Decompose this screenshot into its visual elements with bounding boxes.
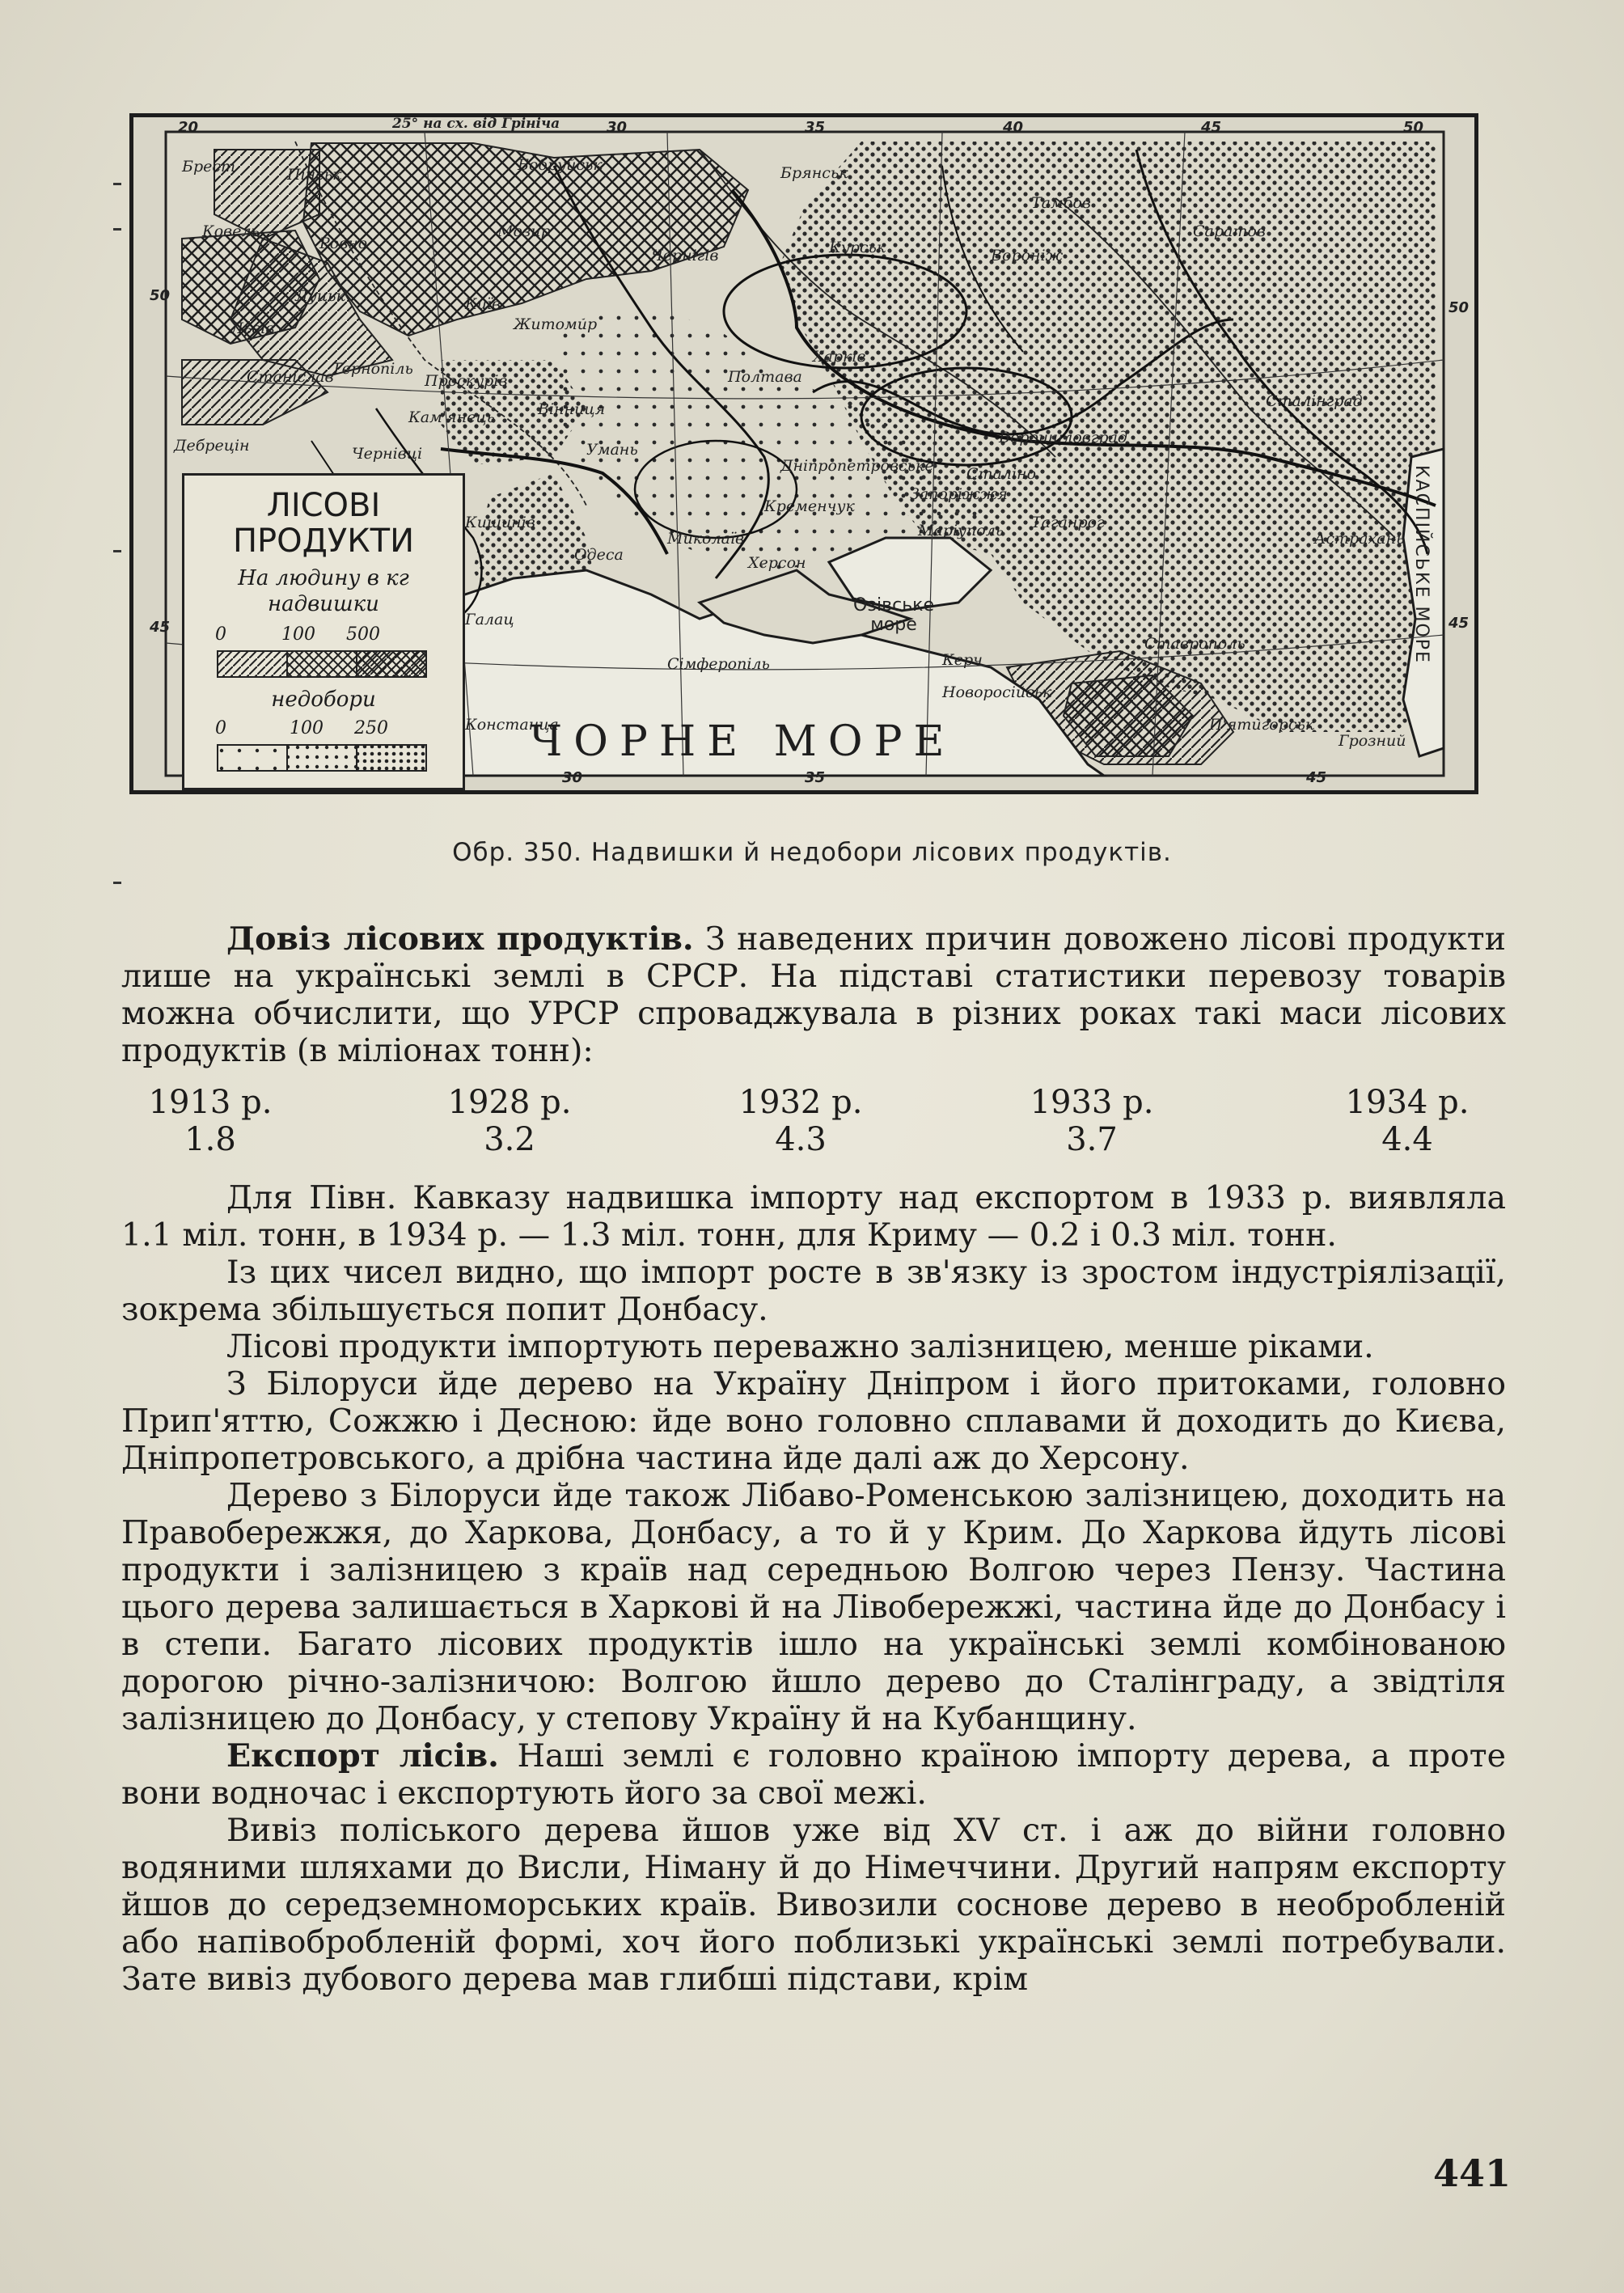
legend-title: ЛІСОВІ [266, 487, 381, 524]
legend-subtitle: На людину в кг [238, 566, 409, 590]
legend-scale-value: 100 [281, 624, 315, 645]
city-label: Львів [230, 319, 275, 337]
city-label: П'ятигорськ [1209, 716, 1315, 734]
paragraph-import [121, 920, 1506, 1069]
paragraph-text: Із цих чисел видно, що імпорт росте в зв'язку із зростом індустріялізації, зокрема збільшується попит Донбасу. [121, 1254, 1506, 1328]
degree-label: 35 [805, 769, 826, 786]
degree-label: 45 [1201, 119, 1222, 136]
legend-surplus-label: надвишки [268, 592, 379, 616]
city-label: Сталінград [1266, 392, 1363, 410]
degree-label: 35 [805, 119, 826, 136]
city-label: Сталіно [966, 465, 1037, 483]
black-sea-label: ЧОРНЕ МОРЕ [530, 717, 956, 766]
legend-scale-value: 100 [290, 718, 324, 738]
city-label: Новоросійськ [942, 683, 1052, 701]
city-label: Ровно [319, 235, 368, 252]
paragraph-text: Дерево з Білоруси йде також Лібаво-Роменською залізницею, доходить на Правобережжя, до Харкова, Донбасу, а то й у Крим. До Харкова йдуть лісові продукти і залізницею з країв над середньою Волгою через Пензу. Частина цього дерева залишається в Харкові й на Лівобережжі, частина йде до Донбасу і в степи. Багато лісових продуктів ішло на українські землі комбінованою дорогою річно-залізничою: Волгою йшло дерево до Сталінграду, а звідтіля залізницею до Донбасу, у степову Україну й на Кубанщину. [121, 1477, 1506, 1737]
section-heading: Експорт лісів. [226, 1737, 499, 1775]
city-label: Мозир [497, 222, 551, 240]
margin-mark [113, 228, 121, 231]
stat-value: 3.7 [1066, 1121, 1118, 1158]
stat-item [1318, 1084, 1496, 1158]
degree-label: 50 [1403, 119, 1424, 136]
city-label: Курськ [829, 239, 886, 256]
stat-year: 1928 р. [447, 1084, 572, 1121]
stat-item [121, 1084, 299, 1158]
city-label: Ковель [202, 222, 260, 240]
city-label: Астрахань [1314, 530, 1405, 548]
stat-year: 1934 р. [1345, 1084, 1470, 1121]
degree-label: 50 [150, 287, 171, 304]
city-label: Пінськ [287, 166, 342, 184]
legend-title: ПРОДУКТИ [232, 522, 415, 560]
legend-deficit-label: недобори [271, 687, 376, 712]
margin-mark [113, 882, 121, 884]
stat-item [712, 1084, 890, 1158]
degree-label: 50 [1448, 299, 1470, 316]
degree-label: 45 [1306, 769, 1327, 786]
surplus-scale-bar [217, 650, 429, 679]
city-label: Житомир [514, 315, 598, 333]
legend-scale-value: 0 [215, 718, 226, 738]
city-label: Одеса [574, 546, 624, 564]
city-label: Чернівці [352, 445, 423, 463]
city-label: Чернігів [651, 247, 719, 264]
stat-value: 4.3 [775, 1121, 827, 1158]
city-label: Кишинів [465, 514, 535, 531]
degree-label: 30 [562, 769, 583, 786]
degree-label: 30 [607, 119, 628, 136]
figure-caption: Обр. 350. Надвишки й недобори лісових продуктів. [452, 838, 1172, 867]
deficit-scale-bar [217, 744, 429, 773]
city-label: Кам'янець [408, 408, 495, 426]
legend-scale-value: 500 [346, 624, 380, 645]
paragraph-text: З Білоруси йде дерево на Україну Дніпром і його притоками, головно Прип'яттю, Сожжю і Десною: йде воно головно сплавами й доходить до Києва, Дніпропетровського, а дрібна частина йде далі аж до Херсону. [121, 1365, 1506, 1477]
city-label: Констанца [465, 716, 559, 734]
stat-value: 3.2 [484, 1121, 535, 1158]
city-label: Ставрополь [1144, 635, 1245, 653]
stat-item [421, 1084, 598, 1158]
import-stats-row [121, 1084, 1506, 1165]
stat-year: 1933 р. [1030, 1084, 1154, 1121]
degree-label: 40 [1003, 119, 1024, 136]
city-label: Полтава [728, 368, 802, 386]
paragraph-text: Лісові продукти імпортують переважно залізницею, менше ріками. [226, 1328, 1374, 1365]
city-label: Запоріжжя [910, 485, 1008, 503]
stat-value: 4.4 [1381, 1121, 1433, 1158]
city-label: Грозний [1339, 732, 1406, 750]
city-label: Тернопіль [332, 360, 413, 378]
city-label: Ворошиловград [999, 429, 1127, 446]
city-label: Харків [813, 348, 866, 366]
city-label: Таганрог [1031, 514, 1105, 531]
city-label: Херсон [748, 554, 806, 572]
city-label: Миколаїв [667, 530, 745, 548]
city-label: Умань [586, 441, 638, 459]
paragraph-text: З наведених причин довожено лісові продукти лише на українські землі в СРСР. На підставі статистики перевозу товарів можна обчислити, що УРСР спроваджувала в різних роках такі маси лісових продуктів (в міліонах тонн): [121, 920, 1506, 1069]
city-label: Луцьк [295, 287, 345, 305]
section-heading: Довіз лісових продуктів. [226, 920, 694, 958]
azov-sea-label: Озівське море [853, 595, 934, 635]
stat-item [1003, 1084, 1181, 1158]
stat-year: 1932 р. [738, 1084, 863, 1121]
degree-label: 45 [150, 619, 171, 636]
legend-scale-value: 0 [215, 624, 226, 645]
city-label: Брянськ [780, 164, 848, 182]
caspian-sea-label: КАСПІЙСЬКЕ МОРЕ [1411, 465, 1432, 664]
legend-scale-value: 250 [354, 718, 388, 738]
body-text-main [121, 1179, 1506, 1998]
city-label: Проскурів [425, 372, 508, 390]
margin-mark [113, 550, 121, 552]
forest-products-map [129, 113, 1478, 794]
city-label: Вороніж [991, 247, 1064, 264]
city-label: Сімферопіль [667, 655, 770, 673]
city-label: Маріуполь [918, 522, 1004, 539]
city-label: Галац [465, 611, 514, 628]
stat-year: 1913 р. [148, 1084, 273, 1121]
city-label: Кременчук [764, 497, 855, 515]
paragraph-text: Наші землі є головно країною імпорту дерева, а проте вони водночас і експортують його за свої межі. [121, 1737, 1506, 1812]
city-label: Саратов [1193, 222, 1266, 240]
paragraph-text: Для Півн. Кавказу надвишка імпорту над експортом в 1933 р. виявляла 1.1 міл. тонн, в 1934 р. — 1.3 міл. тонн, для Криму — 0.2 і 0.3 міл. тонн. [121, 1179, 1506, 1254]
city-label: Київ [465, 295, 501, 313]
margin-mark [113, 183, 121, 185]
stat-value: 1.8 [184, 1121, 236, 1158]
city-label: Бобруйськ [518, 156, 603, 174]
city-label: Дебрецін [174, 437, 250, 455]
city-label: Брест [182, 158, 236, 176]
city-label: Тамбов [1031, 194, 1091, 212]
city-label: Керч [942, 651, 983, 669]
paragraph-text: Вивіз поліського дерева йшов уже від XV ст. і аж до війни головно водяними шляхами до Висли, Німану й до Німеччини. Другий напрям експорту йшов до середземноморських країв. Вивозили соснове дерево в необробленій або напівобробленій формі, хоч його поблизькі українські землі потребували. Зате вивіз дубового дерева мав глибші підстави, крім [121, 1812, 1506, 1998]
map-legend [182, 473, 465, 790]
city-label: Дніпропетровське [780, 457, 934, 475]
city-label: Вінниця [538, 400, 606, 418]
meridian-note: 25° на сх. від Грінічa [392, 116, 560, 132]
city-label: Станіслав [247, 368, 334, 386]
degree-label: 20 [178, 119, 199, 136]
page-number: 441 [1432, 2151, 1511, 2195]
degree-label: 45 [1448, 615, 1470, 632]
